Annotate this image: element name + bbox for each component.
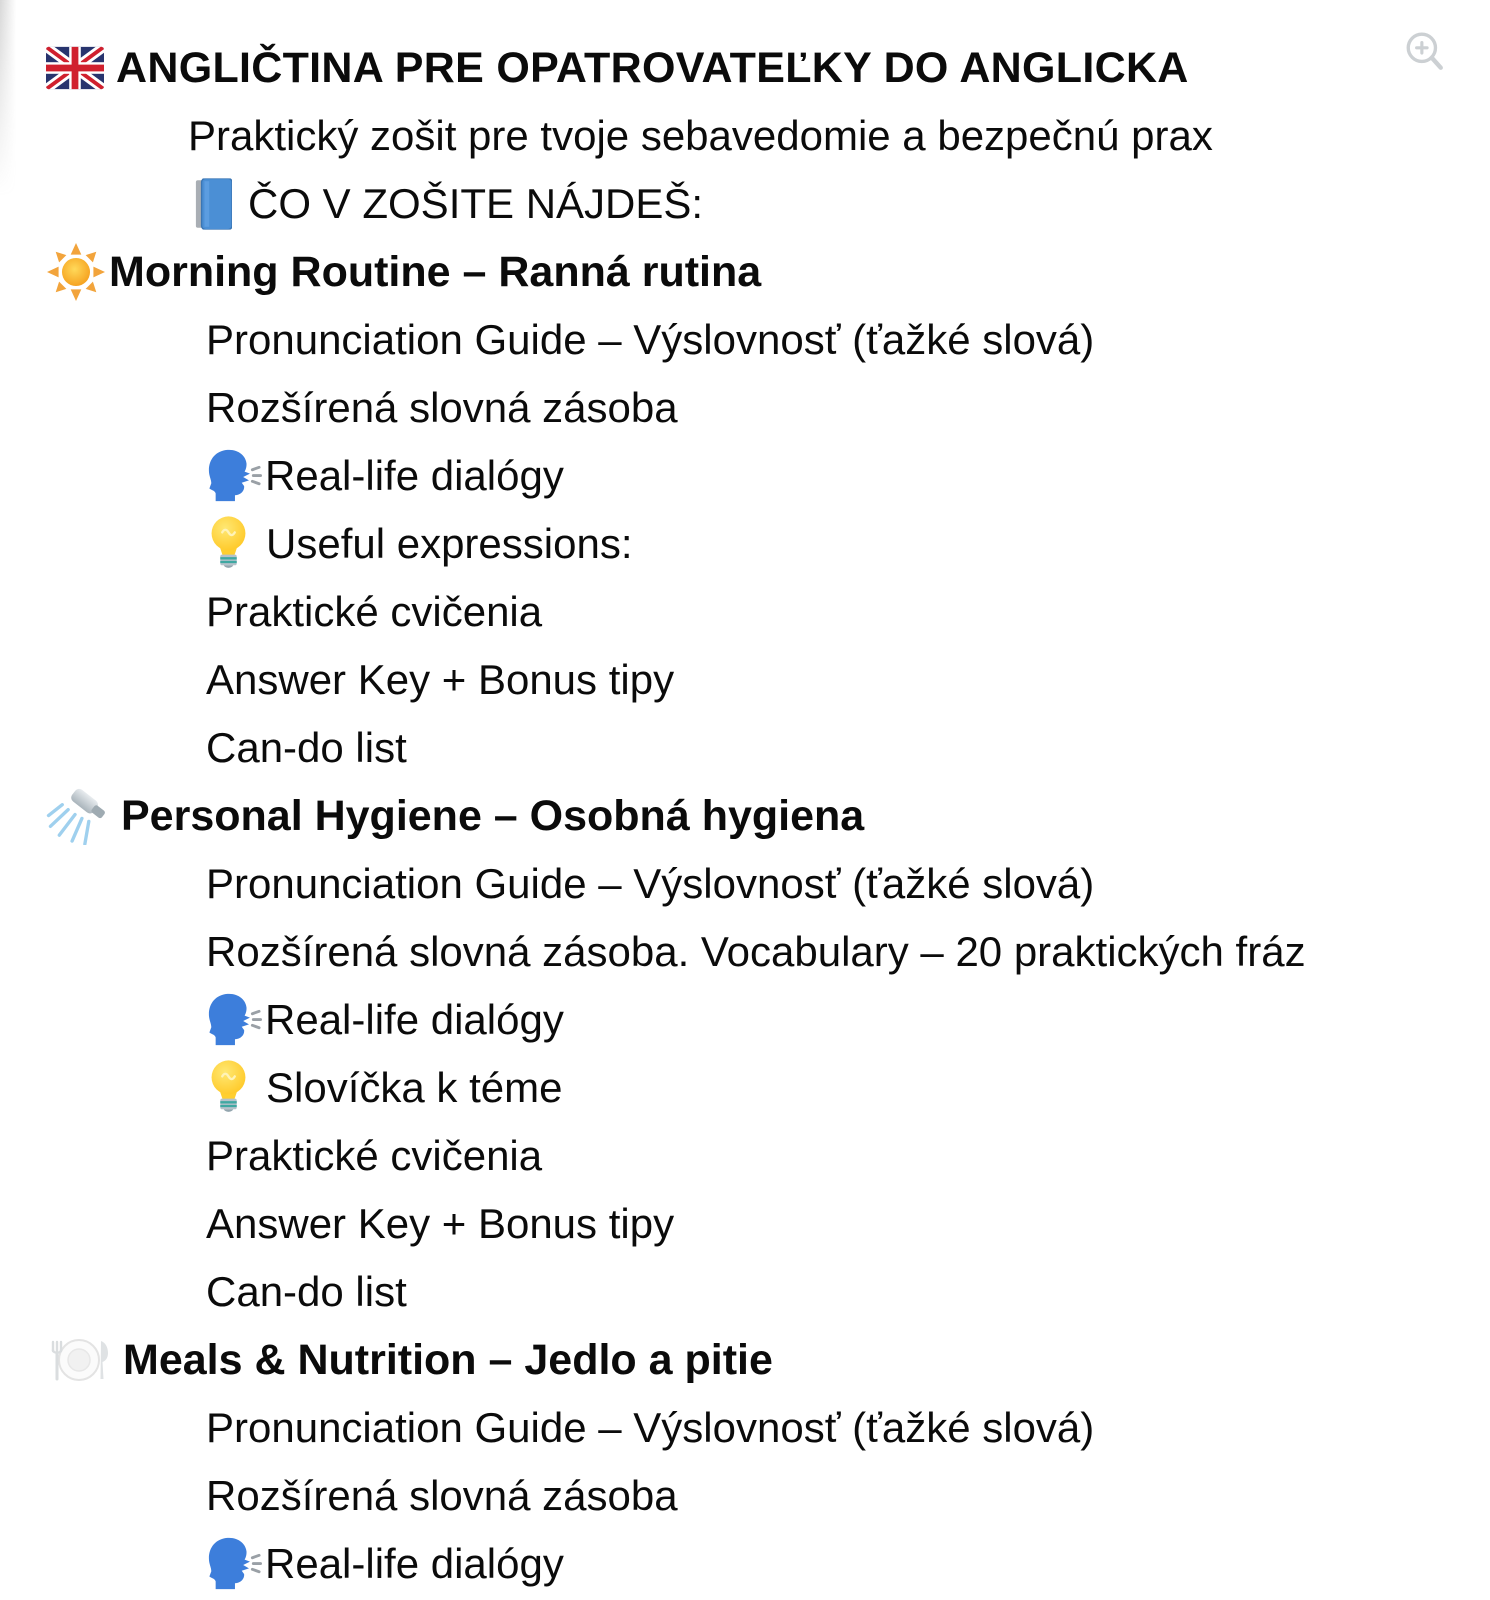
toc-item-label: Pronunciation Guide – Výslovnosť (ťažké slová) [206,1404,1095,1451]
document-title: ANGLIČTINA PRE OPATROVATEĽKY DO ANGLICKA [116,43,1189,92]
speaking-head-icon [206,448,262,504]
section-title: Morning Routine – Ranná rutina [109,247,762,296]
toc-item [0,578,1490,646]
toc-item [0,1530,1490,1598]
toc-item [0,1190,1490,1258]
light-bulb-icon [206,1058,251,1118]
section-header-meals-nutrition [0,1326,1490,1394]
toc-item-label: Rozšírená slovná zásoba. Vocabulary – 20 praktických fráz [206,928,1306,975]
toc-item [0,1054,1490,1122]
toc-item [0,1122,1490,1190]
zoom-in-button[interactable] [1404,30,1446,74]
toc-item [0,442,1490,510]
toc-item [0,510,1490,578]
toc-item-label: Praktické cvičenia [206,588,543,635]
uk-flag-icon [46,46,104,90]
section-header-morning-routine [0,238,1490,306]
light-bulb-icon [206,514,251,574]
toc-item-label: Rozšírená slovná zásoba [206,1472,678,1519]
toc-item-label: Slovíčka k téme [266,1064,563,1111]
zoom-in-icon [1404,30,1446,74]
toc-item-label: Useful expressions: [266,520,633,567]
toc-item-label: Real-life dialógy [265,996,564,1043]
section-title: Meals & Nutrition – Jedlo a pitie [123,1335,773,1384]
toc-item [0,374,1490,442]
toc-item-label: Pronunciation Guide – Výslovnosť (ťažké slová) [206,316,1095,363]
toc-item-label: Real-life dialógy [265,452,564,499]
page-corner-shadow [0,0,16,230]
toc-item-label: Praktické cvičenia [206,1132,543,1179]
toc-heading-line [0,170,1490,238]
blue-book-icon [194,178,232,230]
fork-knife-plate-icon [46,1337,112,1383]
section-title: Personal Hygiene – Osobná hygiena [121,791,865,840]
toc-item [0,1258,1490,1326]
title-line [0,34,1490,102]
toc-item-label: Answer Key + Bonus tipy [206,656,675,703]
shower-icon [46,788,108,845]
toc-item-label: Can-do list [206,724,407,771]
sun-icon [46,243,106,301]
toc-item [0,850,1490,918]
document-subtitle: Praktický zošit pre tvoje sebavedomie a bezpečnú prax [188,112,1213,159]
speaking-head-icon [206,1536,262,1592]
toc-item-label: Real-life dialógy [265,1540,564,1587]
toc-item-label: Answer Key + Bonus tipy [206,1200,675,1247]
toc-item-label: Can-do list [206,1268,407,1315]
toc-item [0,1462,1490,1530]
toc-item [0,714,1490,782]
toc-heading: ČO V ZOŠITE NÁJDEŠ: [248,180,704,227]
subtitle-line [0,102,1490,170]
section-header-personal-hygiene [0,782,1490,850]
toc-item-label: Pronunciation Guide – Výslovnosť (ťažké slová) [206,860,1095,907]
toc-item [0,306,1490,374]
toc-item [0,646,1490,714]
speaking-head-icon [206,992,262,1048]
toc-item [0,918,1490,986]
toc-item [0,1394,1490,1462]
toc-item-label: Rozšírená slovná zásoba [206,384,678,431]
toc-item [0,986,1490,1054]
